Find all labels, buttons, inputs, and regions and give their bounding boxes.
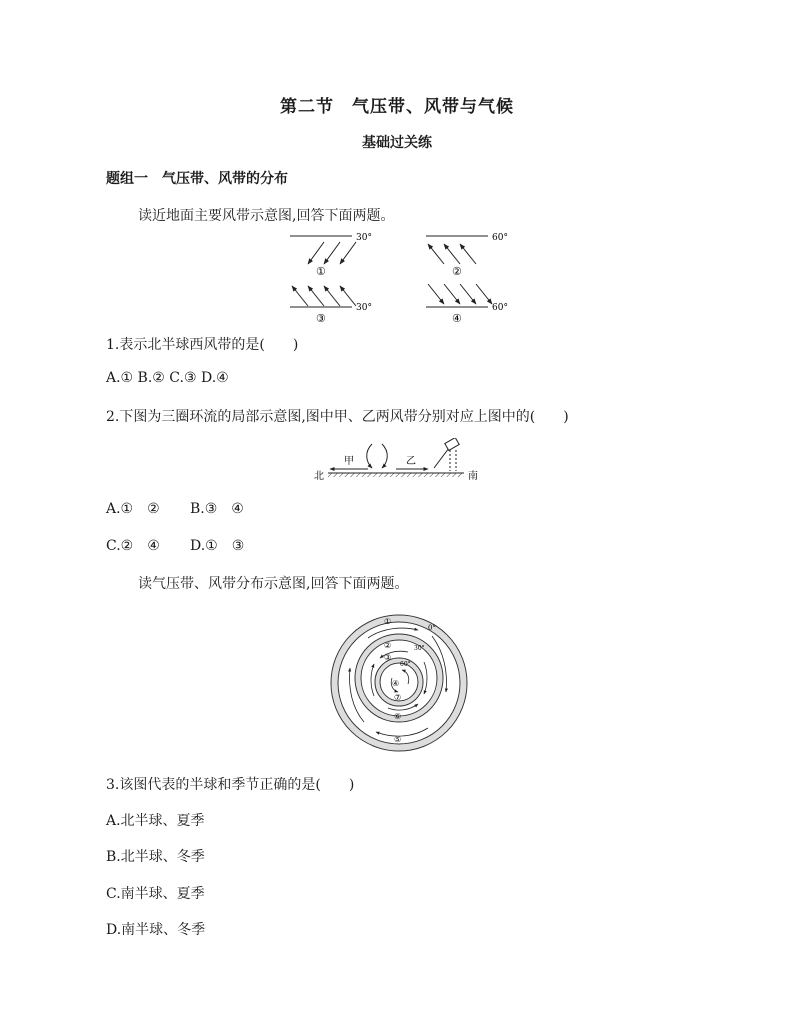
question-2-option-d: D.① ③ xyxy=(190,538,245,554)
latitude-label-0: 0° xyxy=(428,624,436,632)
latitude-label: 30° xyxy=(356,233,372,243)
question-2-option-b: B.③ ④ xyxy=(190,501,244,517)
wind-belt-1 xyxy=(290,233,372,278)
diagram-number: ② xyxy=(452,265,462,278)
question-3-option-a: A.北半球、夏季 xyxy=(106,813,205,829)
latitude-label-60: 60° xyxy=(400,661,411,668)
question-2-option-c: C.② ④ xyxy=(106,538,160,554)
question-2: 2.下图为三圈环流的局部示意图,图中甲、乙两风带分别对应上图中的( ) xyxy=(106,409,569,425)
belt-label-4: ④ xyxy=(392,679,400,688)
intro-text-1: 读近地面主要风带示意图,回答下面两题。 xyxy=(138,208,395,224)
wind-belt-3 xyxy=(290,286,372,325)
belt-label-7: ⑦ xyxy=(394,693,402,702)
question-2-option-a: A.① ② xyxy=(106,501,160,517)
question-3-option-b: B.北半球、冬季 xyxy=(106,849,205,865)
belt-label-1: ① xyxy=(384,617,392,626)
wind-yi-label: 乙 xyxy=(406,456,416,467)
question-3-option-d: D.南半球、冬季 xyxy=(106,922,206,938)
question-3: 3.该图代表的半球和季节正确的是( ) xyxy=(106,777,355,793)
question-3-option-c: C.南半球、夏季 xyxy=(106,886,205,902)
diagram-number: ③ xyxy=(316,312,326,325)
belt-label-5: ⑤ xyxy=(394,735,402,744)
latitude-label: 60° xyxy=(492,303,508,313)
wind-jia-label: 甲 xyxy=(344,456,354,467)
pressure-belt-diagram xyxy=(328,612,470,754)
diagram-number: ① xyxy=(316,265,326,278)
latitude-label-30: 30° xyxy=(414,645,425,652)
group-title: 题组一 气压带、风带的分布 xyxy=(106,171,288,187)
wind-belt-diagram xyxy=(280,228,520,328)
question-1: 1.表示北半球西风带的是( ) xyxy=(106,337,299,353)
diagram-number: ④ xyxy=(452,312,462,325)
circulation-diagram xyxy=(310,438,490,484)
latitude-label: 60° xyxy=(492,233,508,243)
wind-belt-4 xyxy=(426,284,508,325)
section-subtitle: 基础过关练 xyxy=(362,135,432,151)
latitude-label: 30° xyxy=(356,303,372,313)
intro-text-2: 读气压带、风带分布示意图,回答下面两题。 xyxy=(138,576,409,592)
south-label: 南 xyxy=(468,471,478,482)
belt-label-3: ③ xyxy=(384,653,392,662)
belt-label-6: ⑥ xyxy=(394,712,402,721)
question-1-options: A.① B.② C.③ D.④ xyxy=(106,370,229,386)
page-title: 第二节 气压带、风带与气候 xyxy=(280,97,514,117)
wind-belt-2 xyxy=(426,233,508,278)
belt-label-2: ② xyxy=(384,641,392,650)
north-label: 北 xyxy=(314,471,324,482)
